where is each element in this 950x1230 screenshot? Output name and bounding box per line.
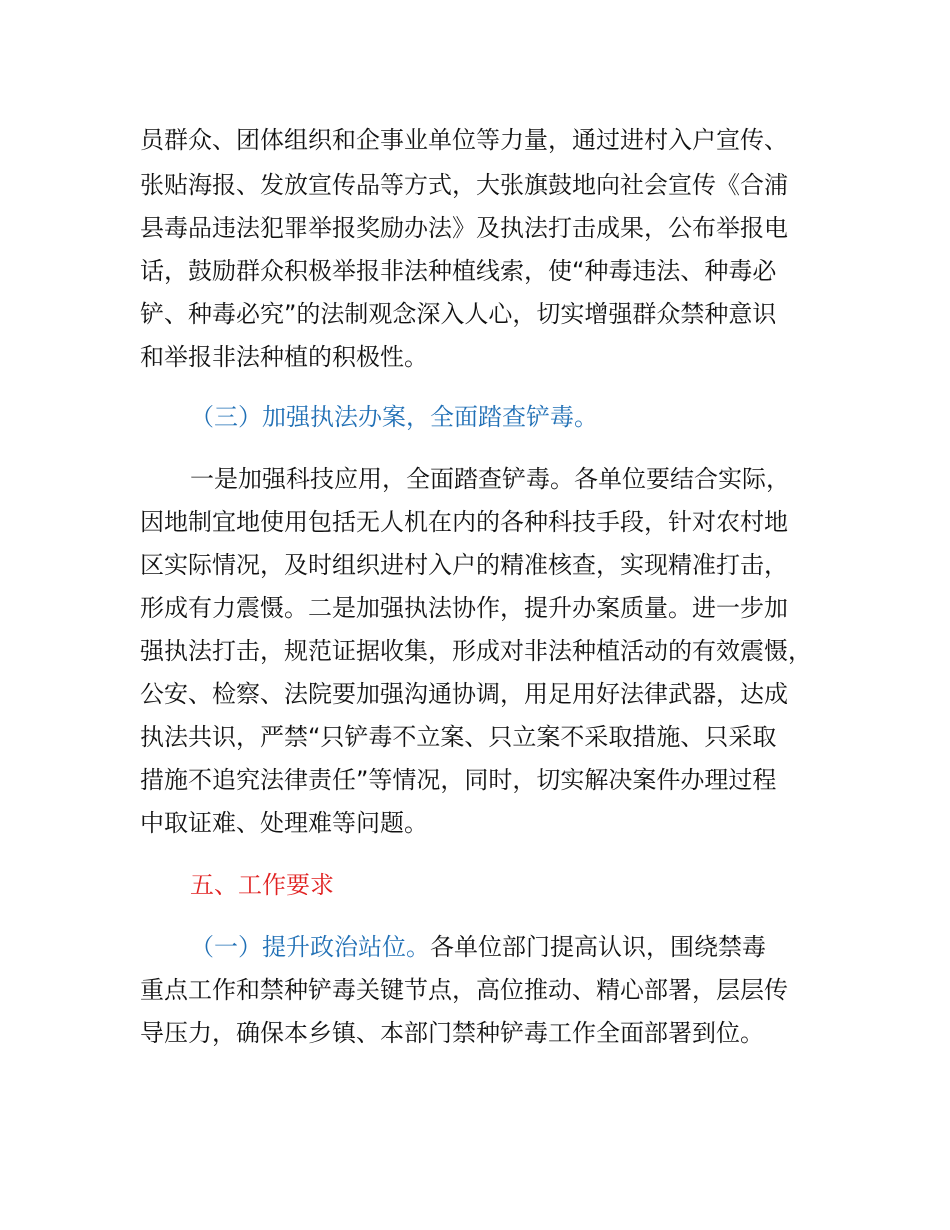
paragraph-1-line-1: 员群众、团体组织和企事业单位等力量，通过进村入户宣传、	[140, 126, 788, 154]
section-heading-5: 五、工作要求	[190, 871, 334, 899]
paragraph-2-line-3: 区实际情况，及时组织进村入户的精准核查，实现精准打击，	[140, 551, 788, 579]
paragraph-3-line-1	[190, 932, 766, 962]
subheading-3: （三）加强执法办案，全面踏查铲毒。	[190, 403, 598, 431]
paragraph-1-line-2: 张贴海报、发放宣传品等方式，大张旗鼓地向社会宣传《合浦	[140, 171, 788, 199]
paragraph-2-line-6: 公安、检察、法院要加强沟通协调，用足用好法律武器，达成	[140, 680, 788, 708]
paragraph-1-line-4: 话，鼓励群众积极举报非法种植线索，使“种毒违法、种毒必	[140, 257, 777, 285]
paragraph-3-line-1-text: 各单位部门提高认识，围绕禁毒	[430, 933, 766, 961]
paragraph-1-line-3: 县毒品违法犯罪举报奖励办法》及执法打击成果，公布举报电	[140, 214, 788, 242]
paragraph-2-line-4: 形成有力震慑。二是加强执法协作，提升办案质量。进一步加	[140, 594, 788, 622]
paragraph-2-line-2: 因地制宜地使用包括无人机在内的各种科技手段，针对农村地	[140, 508, 788, 536]
paragraph-2-line-9: 中取证难、处理难等问题。	[140, 809, 428, 837]
paragraph-1-line-5: 铲、种毒必究”的法制观念深入人心，切实增强群众禁种意识	[140, 300, 777, 328]
paragraph-1-line-6: 和举报非法种植的积极性。	[140, 343, 428, 371]
paragraph-3-line-2: 重点工作和禁种铲毒关键节点，高位推动、精心部署，层层传	[140, 976, 788, 1004]
paragraph-3-line-3: 导压力，确保本乡镇、本部门禁种铲毒工作全面部署到位。	[140, 1019, 764, 1047]
subheading-1: （一）提升政治站位。	[190, 933, 430, 961]
paragraph-2-line-8: 措施不追究法律责任”等情况，同时，切实解决案件办理过程	[140, 766, 777, 794]
paragraph-2-line-5: 强执法打击，规范证据收集，形成对非法种植活动的有效震慑，	[140, 637, 812, 665]
paragraph-2-line-1: 一是加强科技应用，全面踏查铲毒。各单位要结合实际，	[190, 465, 790, 493]
paragraph-2-line-7: 执法共识，严禁“只铲毒不立案、只立案不采取措施、只采取	[140, 723, 777, 751]
